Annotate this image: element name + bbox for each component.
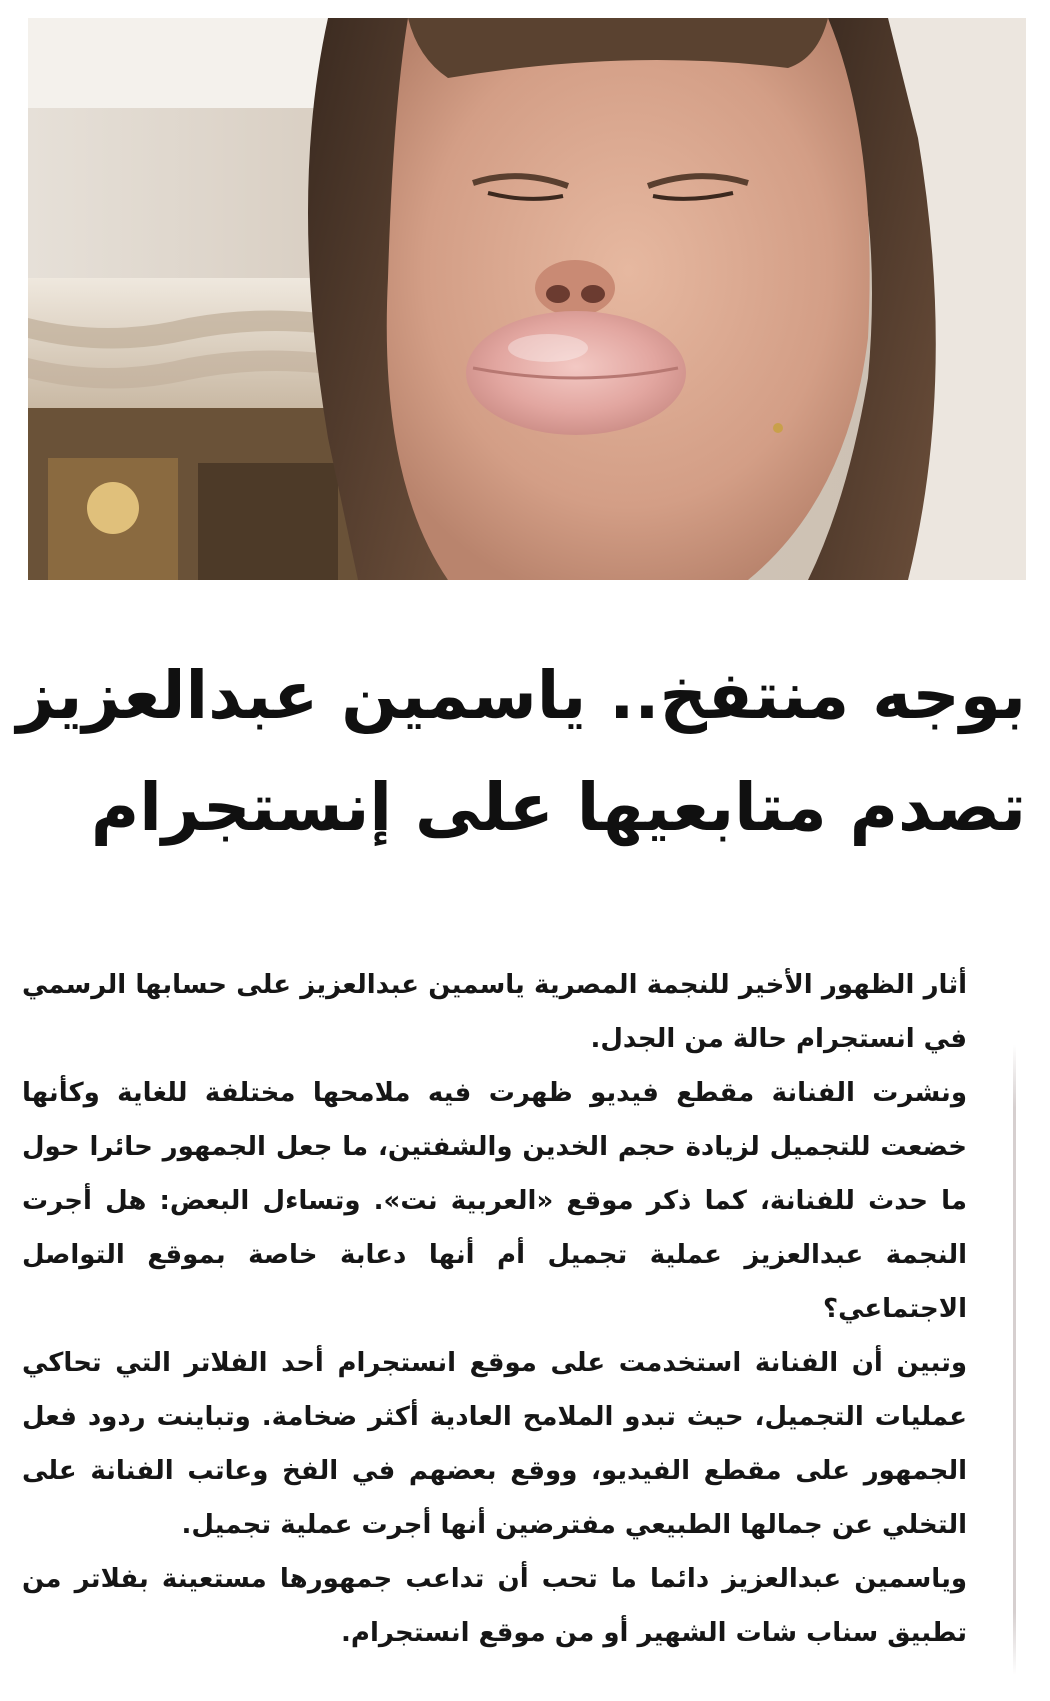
- article-headline: [16, 640, 1026, 864]
- headline-line-1: بوجه منتفخ.. ياسمين عبدالعزيز: [16, 657, 1026, 734]
- body-paragraph: وتبين أن الفنانة استخدمت على موقع انستجرام أحد الفلاتر التي تحاكي عمليات التجميل، حيث تبدو الملامح العادية أكثر ضخامة. وتباينت ردود فعل الجمهور على مقطع الفيديو، ووقع بعضهم في الفخ وعاتب الفنانة على التخلي عن جمالها الطبيعي مفترضين أنها أجرت عملية تجميل.: [22, 1348, 967, 1540]
- article-photo: [28, 18, 1026, 580]
- column-rule: [1013, 1045, 1016, 1675]
- body-paragraph: ونشرت الفنانة مقطع فيديو ظهرت فيه ملامحها مختلفة للغاية وكأنها خضعت للتجميل لزيادة حجم الخدين والشفتين، ما جعل الجمهور حائرا حول ما حدث للفنانة، كما ذكر موقع «العربية نت». وتساءل البعض: هل أجرت النجمة عبدالعزيز عملية تجميل أم أنها دعابة خاصة بموقع التواصل الاجتماعي؟: [22, 1078, 967, 1324]
- woman-selfie-pursed-lips-icon: [28, 18, 1026, 580]
- body-paragraph: وياسمين عبدالعزيز دائما ما تحب أن تداعب جمهورها مستعينة بفلاتر من تطبيق سناب شات الشهير أو من موقع انستجرام.: [22, 1564, 967, 1648]
- article-body: [22, 958, 967, 1660]
- body-paragraph: أثار الظهور الأخير للنجمة المصرية ياسمين عبدالعزيز على حسابها الرسمي في انستجرام حالة من الجدل.: [22, 970, 967, 1054]
- headline-line-2: تصدم متابعيها على إنستجرام: [90, 769, 1026, 846]
